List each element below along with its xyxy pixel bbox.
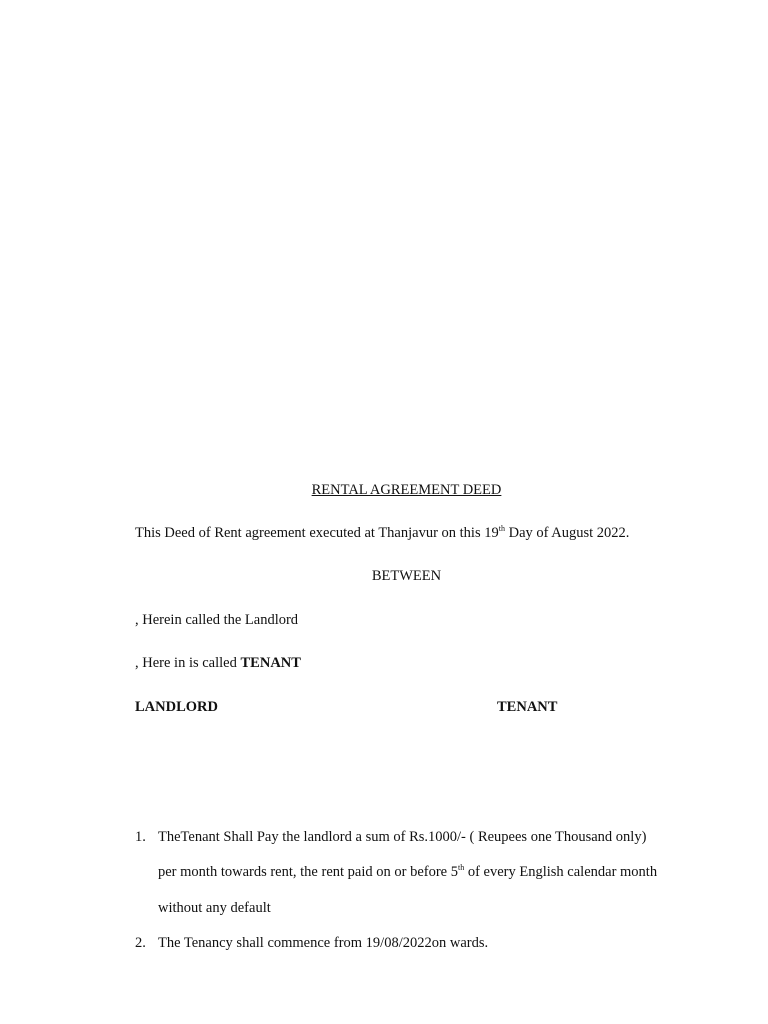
landlord-line: , Herein called the Landlord — [135, 612, 299, 628]
clause-text-line — [158, 863, 657, 881]
tenant-line-bold: TENANT — [240, 655, 301, 671]
clause-text-line: without any default — [158, 900, 271, 916]
tenant-line — [135, 654, 301, 672]
document-title: RENTAL AGREEMENT DEED — [311, 482, 502, 498]
intro-text-after: Day of August 2022. — [504, 525, 630, 541]
clause-number: 2. — [135, 935, 146, 951]
intro-superscript: th — [498, 524, 505, 533]
tenant-signature-label: TENANT — [497, 699, 558, 715]
clause-text-before: per month towards rent, the rent paid on or before 5 — [158, 864, 458, 880]
clause-superscript: th — [457, 863, 465, 872]
between-heading: BETWEEN — [371, 568, 442, 584]
landlord-signature-label: LANDLORD — [135, 699, 218, 715]
intro-text-before: This Deed of Rent agreement executed at Thanjavur on this 19 — [135, 525, 499, 541]
clause-number: 1. — [135, 829, 146, 845]
clause-text-after: of every English calendar month — [464, 864, 658, 880]
intro-paragraph — [135, 524, 629, 542]
clause-text-line: The Tenancy shall commence from 19/08/2022on wards. — [158, 935, 489, 951]
clause-text-line: TheTenant Shall Pay the landlord a sum of Rs.1000/- ( Reupees one Thousand only) — [158, 829, 647, 845]
tenant-line-prefix: , Here in is called — [135, 655, 241, 671]
